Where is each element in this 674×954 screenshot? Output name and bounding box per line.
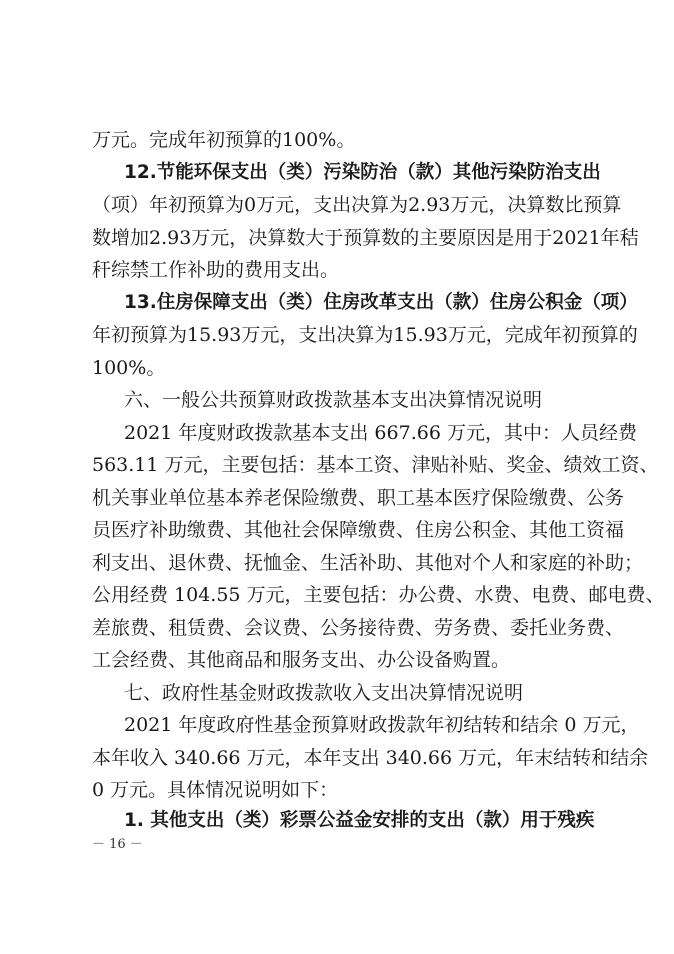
text-line: 公用经费 104.55 万元，主要包括：办公费、水费、电费、邮电费、	[92, 584, 665, 606]
page-number: － 16 －	[92, 837, 143, 852]
text-line: 机关事业单位基本养老保险缴费、职工基本医疗保险缴费、公务	[92, 487, 625, 509]
chapter-heading: 六、一般公共预算财政拨款基本支出决算情况说明	[124, 389, 543, 411]
text-line: 万元。完成年初预算的100%。	[92, 129, 356, 151]
text-line: 工会经费、其他商品和服务支出、办公设备购置。	[92, 649, 511, 671]
text-line: 2021 年度政府性基金预算财政拨款年初结转和结余 0 万元，	[124, 714, 640, 736]
text-line: 年初预算为15.93万元，支出决算为15.93万元，完成年初预算的	[92, 324, 638, 346]
text-line: 数增加2.93万元，决算数大于预算数的主要原因是用于2021年秸	[92, 227, 639, 249]
text-line: 秆综禁工作补助的费用支出。	[92, 259, 340, 281]
text-line: （项）年初预算为0万元，支出决算为2.93万元，决算数比预算	[92, 194, 622, 216]
section-heading: 1. 其他支出（类）彩票公益金安排的支出（款）用于残疾	[124, 810, 595, 831]
text-line: 563.11 万元，主要包括：基本工资、津贴补贴、奖金、绩效工资、	[92, 454, 659, 476]
chapter-heading: 七、政府性基金财政拨款收入支出决算情况说明	[124, 682, 524, 704]
section-heading: 12.节能环保支出（类）污染防治（款）其他污染防治支出	[124, 162, 601, 183]
text-line: 本年收入 340.66 万元，本年支出 340.66 万元，年末结转和结余	[92, 747, 649, 769]
text-line: 员医疗补助缴费、其他社会保障缴费、住房公积金、其他工资福	[92, 519, 625, 541]
text-line: 利支出、退休费、抚恤金、生活补助、其他对个人和家庭的补助；	[92, 552, 644, 574]
text-line: 差旅费、租赁费、会议费、公务接待费、劳务费、委托业务费、	[92, 617, 625, 639]
text-line: 2021 年度财政拨款基本支出 667.66 万元，其中：人员经费	[124, 422, 637, 444]
text-line: 100%。	[92, 357, 166, 379]
section-heading: 13.住房保障支出（类）住房改革支出（款）住房公积金（项）	[124, 292, 638, 313]
text-line: 0 万元。具体情况说明如下：	[92, 779, 339, 801]
